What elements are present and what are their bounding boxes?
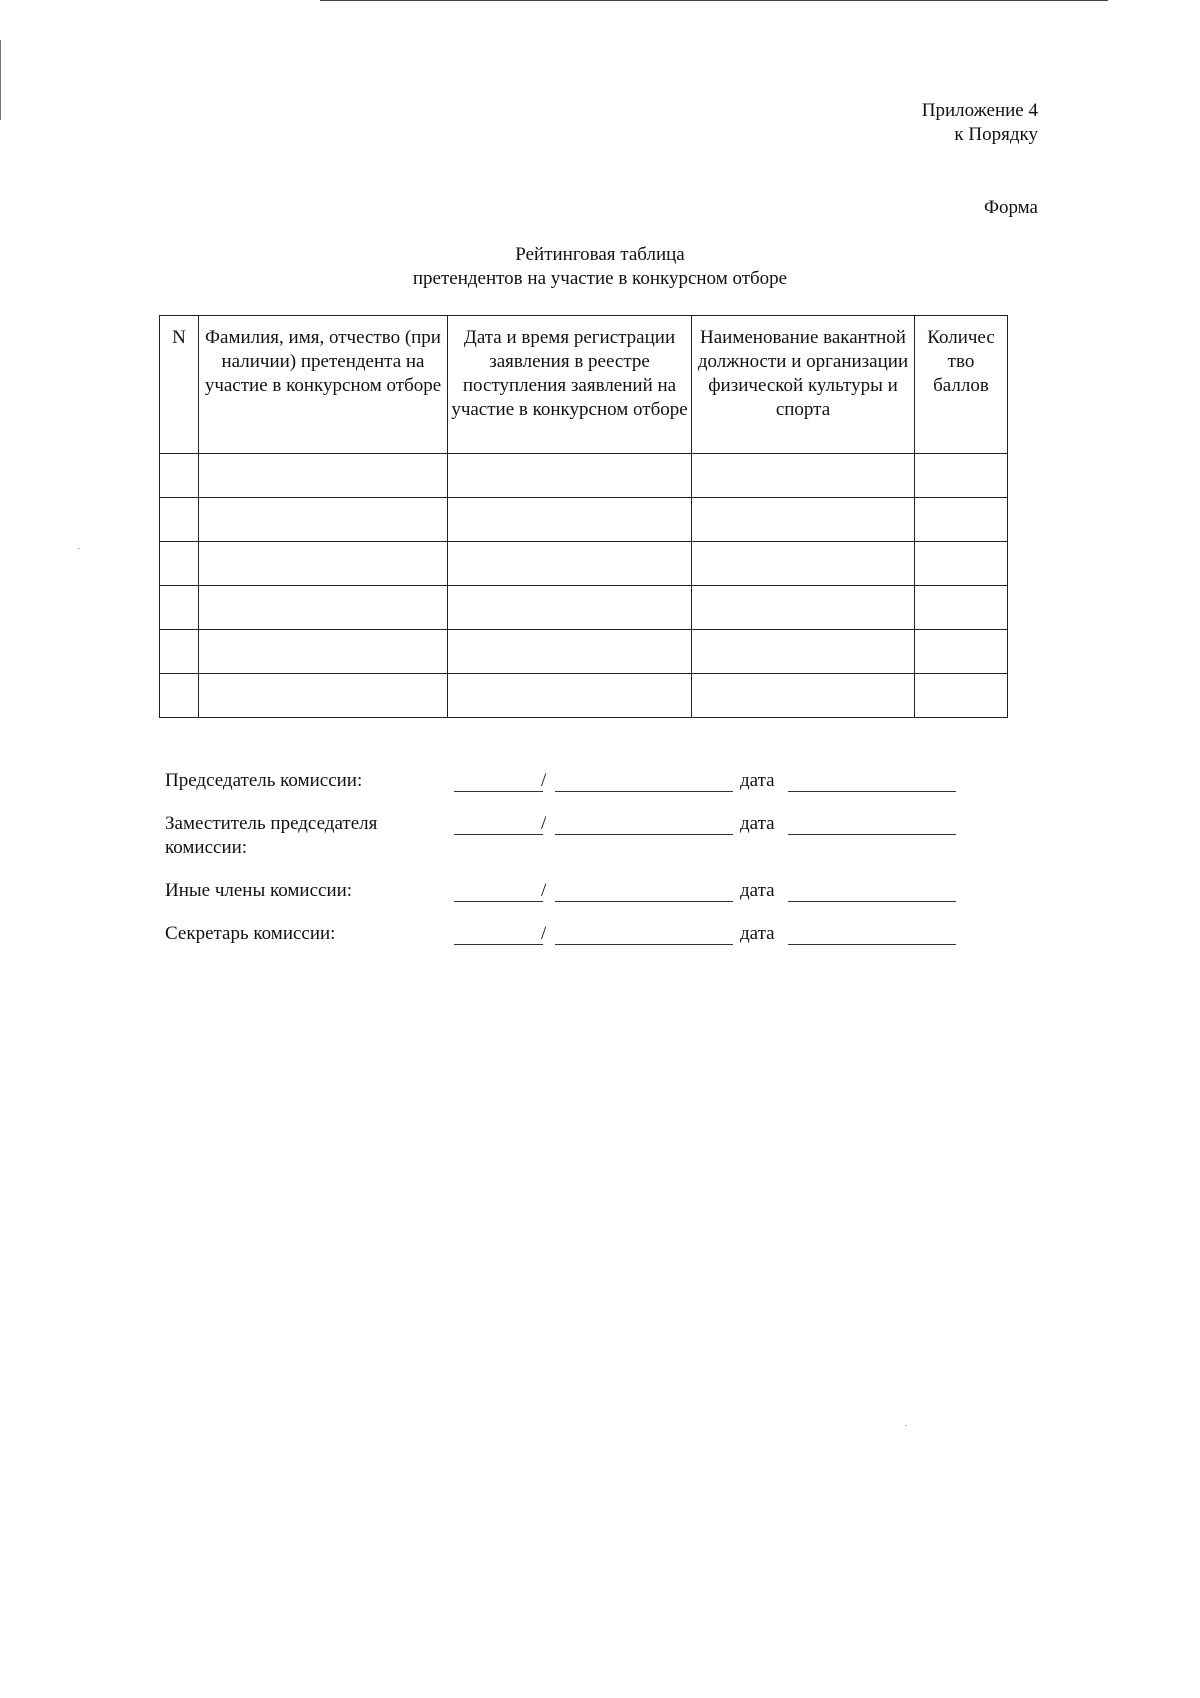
scan-edge-top bbox=[320, 0, 1108, 1]
table-cell[interactable] bbox=[448, 586, 692, 630]
document-title bbox=[300, 243, 900, 291]
date-label: дата bbox=[740, 923, 775, 944]
name-blank[interactable] bbox=[555, 944, 733, 945]
table-cell[interactable] bbox=[199, 586, 448, 630]
table-cell[interactable] bbox=[199, 630, 448, 674]
title-line-1: Рейтинговая таблица bbox=[515, 244, 685, 265]
table-row bbox=[160, 630, 1008, 674]
signature-blank[interactable] bbox=[454, 791, 543, 792]
date-blank[interactable] bbox=[788, 791, 956, 792]
column-header-score: Количес тво баллов bbox=[915, 316, 1008, 454]
signature-slash: / bbox=[541, 923, 547, 944]
table-cell[interactable] bbox=[915, 454, 1008, 498]
form-label: Форма bbox=[983, 197, 1038, 218]
table-cell[interactable] bbox=[448, 674, 692, 718]
table-cell[interactable] bbox=[915, 498, 1008, 542]
scan-speck bbox=[78, 548, 80, 549]
table-cell[interactable] bbox=[692, 542, 915, 586]
column-header-number: N bbox=[160, 316, 199, 454]
table-cell[interactable] bbox=[199, 542, 448, 586]
table-row bbox=[160, 674, 1008, 718]
table-cell[interactable] bbox=[160, 630, 199, 674]
signature-blank[interactable] bbox=[454, 944, 543, 945]
name-blank[interactable] bbox=[555, 901, 733, 902]
signature-label-continuation: комиссии: bbox=[165, 837, 248, 858]
table-cell[interactable] bbox=[915, 542, 1008, 586]
signature-label: Иные члены комиссии: bbox=[165, 880, 353, 901]
date-blank[interactable] bbox=[788, 901, 956, 902]
table-cell[interactable] bbox=[448, 454, 692, 498]
appendix-reference bbox=[922, 99, 1038, 147]
rating-table bbox=[159, 315, 1008, 718]
date-blank[interactable] bbox=[788, 944, 956, 945]
table-row bbox=[160, 498, 1008, 542]
date-label: дата bbox=[740, 880, 775, 901]
date-label: дата bbox=[740, 770, 775, 791]
column-header-position-organization: Наименование вакантной должности и организации физической культуры и спорта bbox=[692, 316, 915, 454]
table-cell[interactable] bbox=[448, 630, 692, 674]
date-blank[interactable] bbox=[788, 834, 956, 835]
table-cell[interactable] bbox=[160, 498, 199, 542]
table-cell[interactable] bbox=[199, 498, 448, 542]
appendix-line-1: Приложение 4 bbox=[921, 100, 1038, 121]
table-cell[interactable] bbox=[160, 586, 199, 630]
column-header-full-name: Фамилия, имя, отчество (при наличии) претендента на участие в конкурсном отборе bbox=[199, 316, 448, 454]
table-cell[interactable] bbox=[160, 542, 199, 586]
table-cell[interactable] bbox=[448, 498, 692, 542]
signature-label: Председатель комиссии: bbox=[165, 770, 363, 791]
table-cell[interactable] bbox=[915, 630, 1008, 674]
column-header-registration-datetime: Дата и время регистрации заявления в реестре поступления заявлений на участие в конкурсном отборе bbox=[448, 316, 692, 454]
table-cell[interactable] bbox=[160, 454, 199, 498]
signature-slash: / bbox=[541, 813, 547, 834]
signature-label: Заместитель председателя bbox=[165, 813, 378, 834]
table-row bbox=[160, 454, 1008, 498]
table-cell[interactable] bbox=[692, 498, 915, 542]
table-row bbox=[160, 586, 1008, 630]
appendix-line-2: к Порядку bbox=[954, 124, 1038, 145]
signature-blank[interactable] bbox=[454, 901, 543, 902]
scan-edge-left bbox=[0, 40, 1, 120]
date-label: дата bbox=[740, 813, 775, 834]
table-header-row bbox=[160, 316, 1008, 454]
table-cell[interactable] bbox=[915, 586, 1008, 630]
table-cell[interactable] bbox=[692, 674, 915, 718]
signature-label: Секретарь комиссии: bbox=[165, 923, 336, 944]
title-line-2: претендентов на участие в конкурсном отборе bbox=[412, 268, 788, 289]
table-cell[interactable] bbox=[692, 454, 915, 498]
signature-slash: / bbox=[541, 770, 547, 791]
name-blank[interactable] bbox=[555, 834, 733, 835]
table-row bbox=[160, 542, 1008, 586]
table-cell[interactable] bbox=[199, 454, 448, 498]
signature-slash: / bbox=[541, 880, 547, 901]
table-cell[interactable] bbox=[692, 586, 915, 630]
table-cell[interactable] bbox=[448, 542, 692, 586]
table-cell[interactable] bbox=[160, 674, 199, 718]
scan-speck bbox=[905, 1425, 907, 1426]
table-cell[interactable] bbox=[692, 630, 915, 674]
table-cell[interactable] bbox=[199, 674, 448, 718]
name-blank[interactable] bbox=[555, 791, 733, 792]
table-cell[interactable] bbox=[915, 674, 1008, 718]
signature-blank[interactable] bbox=[454, 834, 543, 835]
